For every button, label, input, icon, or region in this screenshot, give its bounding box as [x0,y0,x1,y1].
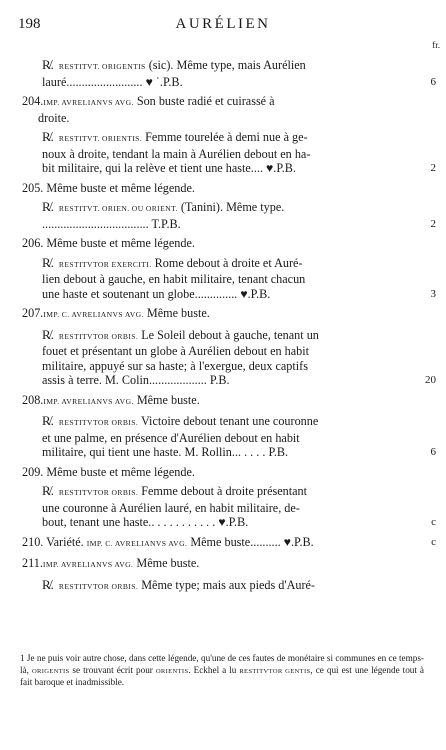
entry-line [22,328,408,345]
reverse-mark: R̸. [42,254,54,270]
rarity-value: c [431,535,436,548]
entry-text: une couronne à Aurélien lauré, en habit militaire, de- [42,500,300,515]
entry-line [22,501,408,516]
entry-line [22,216,436,232]
reverse-mark: R̸. [42,129,54,144]
entry-line [22,286,436,302]
entry-text: assis à terre. M. Colin................... P.B. [42,373,230,387]
entry-text: Même buste.......... ♥.P.B. [187,534,314,549]
legend-inscription: IMP. AVRELIANVS AVG. [42,560,134,569]
reverse-mark: R̸. [42,326,54,342]
legend-inscription: RESTITVT. ORIENTIS. [58,134,143,143]
footnote-legend: ORIENTIS [155,667,189,675]
catalog-entries [22,57,436,599]
entry-text: Femme debout à droite présentant [138,484,308,498]
entry-text: Même buste et même légende. [43,180,195,195]
entry-text: Même buste. [133,556,200,570]
entry-number: 210. [22,534,44,549]
catalog-entry [22,199,436,231]
entry-line [22,484,408,501]
legend-inscription: RESTITVTOR EXERCITI. [58,259,152,269]
catalog-entry [22,236,408,251]
catalog-entry [22,326,436,388]
entry-number: 204. [22,94,44,108]
entry-line [22,393,408,410]
entry-line [22,130,408,147]
running-title: AURÉLIEN [175,16,271,32]
catalog-entry [22,129,436,176]
footnote-text: se trouvant écrit pour [69,664,156,675]
legend-inscription: IMP. AVRELIANVS AVG. [43,98,134,107]
entry-text: militaire, qui tient une haste. M. Rollin... . . . . P.B. [42,445,289,459]
catalog-entry [22,181,408,196]
entry-text: Variété. [43,534,87,549]
entry-text: (sic). Même type, mais Aurélien [145,58,306,72]
page-header [18,10,440,50]
catalog-entry [22,413,436,460]
entry-line [22,344,408,359]
legend-inscription: IMP. AVRELIANVS AVG. [43,396,134,406]
catalog-entry [22,94,408,125]
catalog-entry [22,483,436,530]
rarity-value: c [431,516,436,528]
footnote-legend: ORIGENTIS [31,667,70,675]
entry-text: Le Soleil debout à gauche, tenant un [138,327,319,342]
entry-line [22,578,408,595]
entry-text: Rome debout à droite et Auré- [151,255,303,270]
entry-line [22,147,408,162]
legend-inscription: RESTITVTOR ORBIS. [58,418,139,427]
legend-inscription: RESTITVT. ORIEN. OU ORIENT. [58,204,178,213]
reverse-mark: R̸. [42,57,54,72]
page-number: 198 [18,16,41,32]
entry-text: une haste et soutenant un globe.............. ♥.P.B. [42,286,271,301]
entry-line [22,534,436,552]
entry-text: Même buste. [133,392,200,407]
footnote-legend: RESTITVTOR GENTIS [239,667,311,675]
entry-line [22,256,408,273]
entry-line [22,431,408,446]
legend-inscription: RESTITVT. ORIGENTIS [58,62,146,71]
catalog-entry [22,254,436,302]
entry-number: 208. [22,392,44,407]
entry-line [22,200,408,217]
reverse-mark: R̸. [42,576,54,592]
entry-line [22,445,436,460]
legend-inscription: RESTITVTOR ORBIS. [58,581,139,591]
entry-text: lien debout à gauche, en habit militaire, tenant chacun [42,272,306,286]
value-column-head: fr. [432,40,440,50]
catalog-entry [22,57,436,89]
entry-text: Femme tourelée à demi nue à ge- [142,130,308,144]
entry-line [22,272,408,287]
rarity-value: 3 [430,287,436,300]
legend-inscription: RESTITVTOR ORBIS. [58,488,139,497]
footnote-text: . Eckhel a lu [188,664,240,675]
entry-line [22,181,408,196]
entry-line [22,359,408,374]
entry-text: (Tanini). Même type. [177,200,285,214]
reverse-mark: R̸. [42,413,54,428]
entry-number: 206. [22,236,44,250]
entry-number: 211. [22,556,43,570]
entry-text: Même buste. [143,306,210,320]
entry-number: 207. [22,306,44,320]
catalog-entry [22,556,408,573]
legend-inscription: IMP. C. AVRELIANVS AVG. [86,538,188,548]
reverse-mark: R̸. [42,199,54,214]
legend-inscription: IMP. C. AVRELIANVS AVG. [43,310,144,319]
entry-text: Même buste et même légende. [43,236,195,250]
entry-text: Victoire debout tenant une couronne [138,414,319,428]
entry-number: 209. [22,464,44,479]
entry-line [22,465,408,480]
catalog-entry [22,393,408,410]
rarity-value: 6 [430,446,436,458]
entry-line [22,306,408,323]
entry-line [22,373,436,388]
rarity-value: 2 [430,162,436,174]
catalog-entry [22,306,408,323]
entry-text: Même buste et même légende. [43,464,195,479]
entry-text: et une palme, en présence d'Aurélien debout en habit [42,430,300,445]
entry-text: lauré......................... ♥ ˈ.P.B. [42,74,183,89]
catalog-entry [22,578,408,595]
legend-inscription: RESTITVTOR ORBIS. [58,331,139,341]
entry-text: militaire, appuyé sur sa haste; à l'exergue, deux captifs [42,358,308,373]
entry-text: noux à droite, tendant la main à Aurélien debout en ha- [42,146,311,161]
entry-line [22,111,408,126]
entry-text: droite. [38,110,70,125]
entry-text: bit militaire, qui la relève et tient une haste.... ♥.P.B. [42,161,296,175]
entry-line [22,556,408,573]
entry-line [22,161,436,176]
entry-line [22,414,408,431]
entry-text: Son buste radié et cuirassé à [133,94,275,108]
reverse-mark: R̸. [42,483,54,498]
entry-text: fouet et présentant un globe à Aurélien debout en habit [42,344,310,358]
entry-line [22,236,408,251]
entry-text: bout, tenant une haste.. . . . . . . . . . . ♥.P.B. [42,515,249,529]
rarity-value: 2 [430,217,436,230]
entry-text: ................................... T.P.B. [42,216,181,231]
entry-line [22,515,436,530]
entry-line [22,74,436,90]
catalog-entry [22,465,408,480]
rarity-value: 20 [425,374,436,386]
entry-text: Même type; mais aux pieds d'Auré- [138,577,315,592]
entry-line [22,94,408,111]
footnote-text: , ce qui est une légende tout à fait baroque et inadmissible. [20,664,425,688]
footnote-text: 1 Je ne puis voir autre chose, dans cette légende, qu'une de ces fautes de monétaire si communes en ce temps-là, [20,653,424,675]
entry-number: 205. [22,180,44,195]
rarity-value: 6 [430,75,436,88]
footnote [20,653,424,689]
entry-line [22,58,408,75]
catalog-entry [22,534,436,552]
